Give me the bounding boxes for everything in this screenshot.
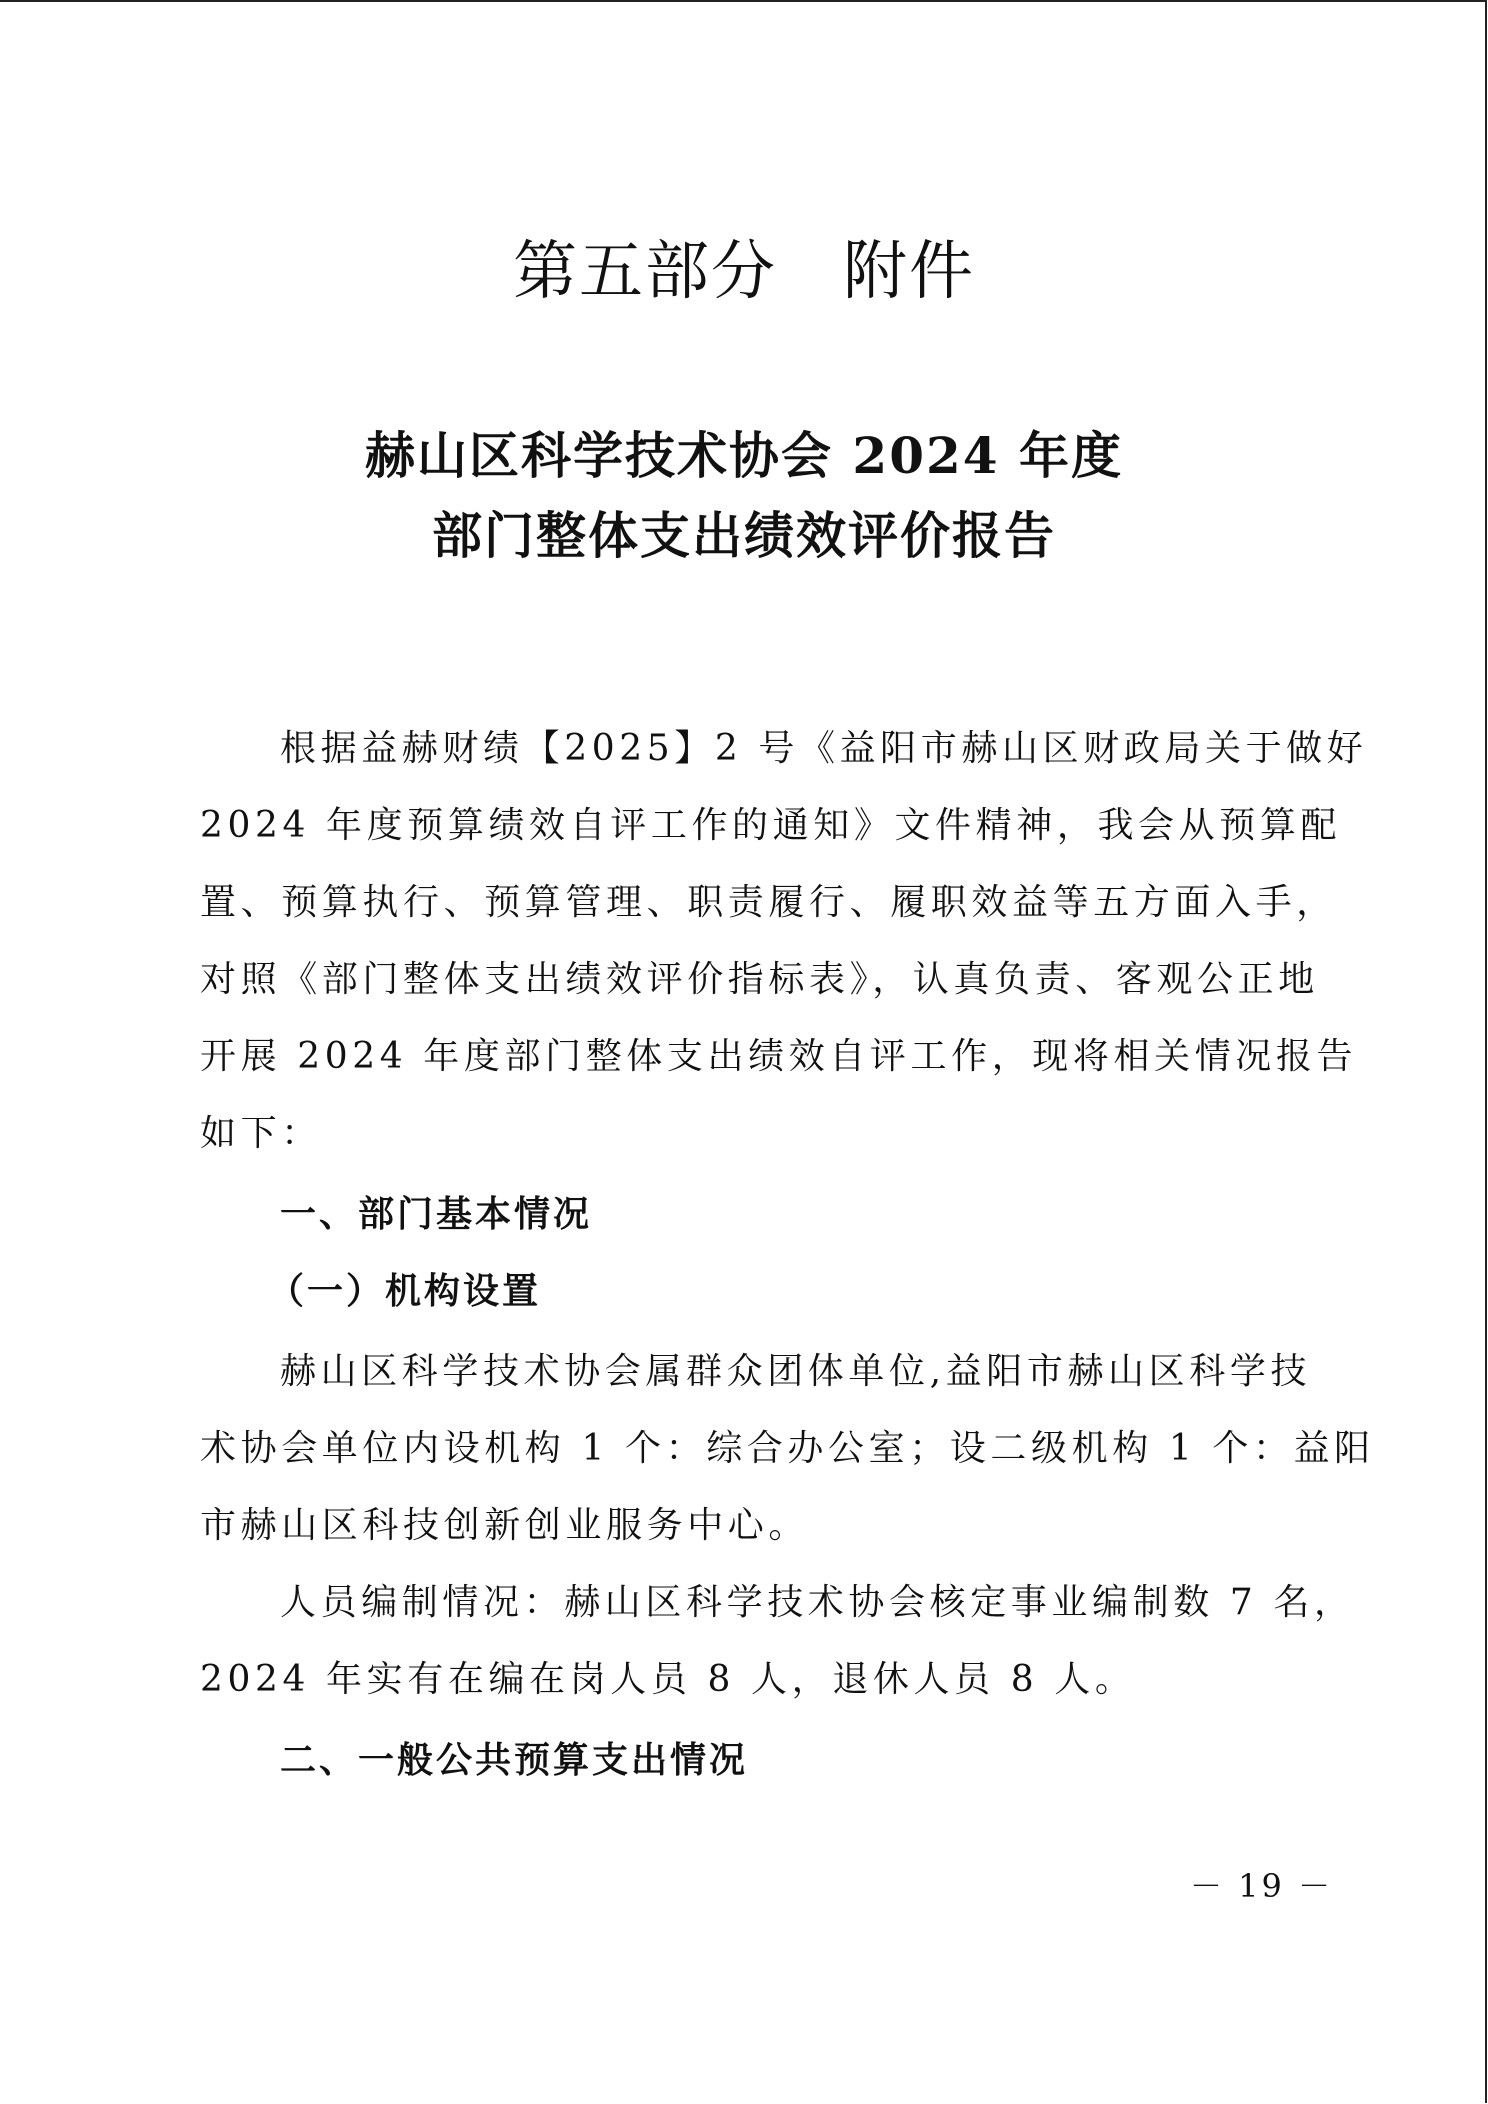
intro-line-6: 如下： <box>200 1113 322 1154</box>
org-line-2: 术协会单位内设机构 1 个：综合办公室；设二级机构 1 个：益阳 <box>200 1428 1375 1469</box>
section-1-heading: 一、部门基本情况 <box>280 1194 593 1235</box>
report-title-line-1: 赫山区科学技术协会 2024 年度 <box>365 426 1123 485</box>
staff-line-2: 2024 年实有在编在岗人员 8 人，退休人员 8 人。 <box>200 1659 1136 1700</box>
staff-line-1: 人员编制情况：赫山区科学技术协会核定事业编制数 7 名， <box>280 1582 1355 1623</box>
intro-line-1: 根据益赫财绩【2025】2 号《益阳市赫山区财政局关于做好 <box>280 728 1368 769</box>
intro-line-3: 置、预算执行、预算管理、职责履行、履职效益等五方面入手， <box>200 882 1337 923</box>
org-line-3: 市赫山区科技创新创业服务中心。 <box>200 1505 810 1546</box>
intro-line-4: 对照《部门整体支出绩效评价指标表》，认真负责、客观公正地 <box>200 959 1319 1000</box>
section-1-subheading: （一）机构设置 <box>268 1271 542 1312</box>
org-line-1: 赫山区科学技术协会属群众团体单位,益阳市赫山区科学技 <box>280 1351 1312 1392</box>
report-title-line-2: 部门整体支出绩效评价报告 <box>432 506 1056 565</box>
section-2-heading: 二、一般公共预算支出情况 <box>280 1740 749 1781</box>
intro-line-5: 开展 2024 年度部门整体支出绩效自评工作，现将相关情况报告 <box>200 1036 1358 1077</box>
page-number: － 19 － <box>1190 1867 1334 1905</box>
intro-line-2: 2024 年度预算绩效自评工作的通知》文件精神，我会从预算配 <box>200 805 1342 846</box>
part-title: 第五部分 附件 <box>513 235 975 309</box>
